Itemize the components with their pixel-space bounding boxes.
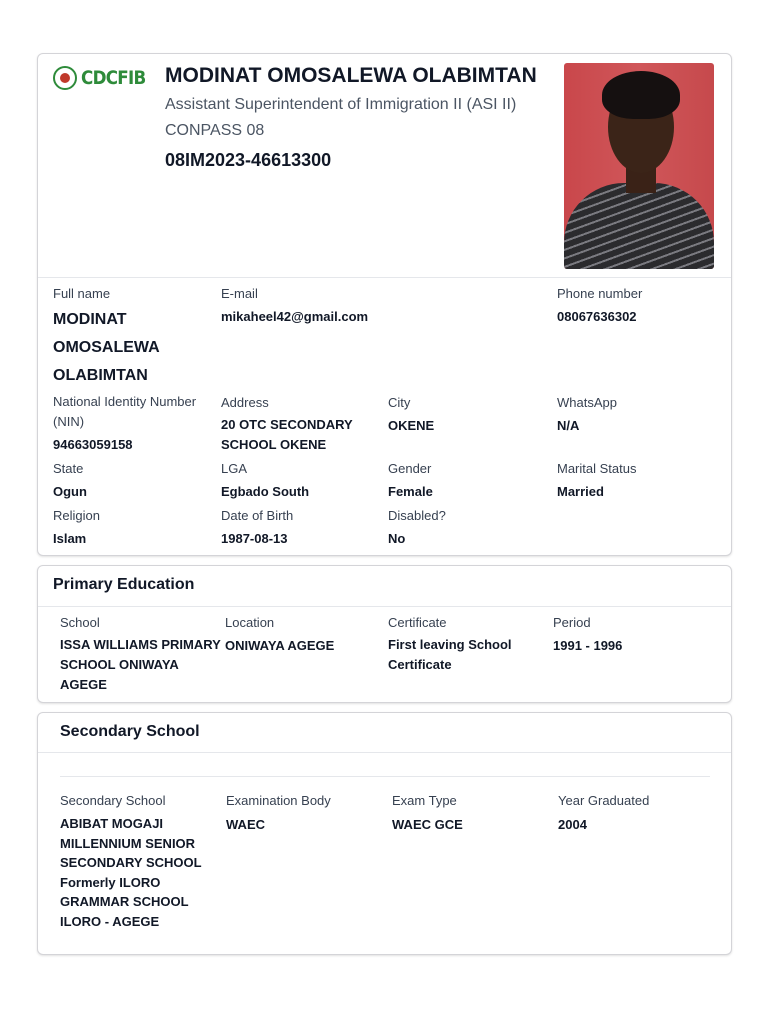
state-label: State [53, 461, 84, 476]
email-label: E-mail [221, 286, 258, 301]
rank-title: Assistant Superintendent of Immigration II (ASI II) [165, 96, 517, 113]
marital-status-value: Married [557, 484, 604, 499]
dob-value: 1987-08-13 [221, 531, 288, 546]
cdcfib-logo [53, 66, 154, 90]
year-graduated-value: 2004 [558, 817, 587, 832]
dob-label: Date of Birth [221, 508, 294, 523]
religion-value: Islam [53, 531, 87, 546]
disabled-value: No [388, 531, 406, 546]
lga-label: LGA [221, 461, 248, 476]
school-label: School [60, 615, 100, 630]
state-value: Ogun [53, 484, 87, 499]
exam-type-value: WAEC GCE [392, 817, 463, 832]
application-id: 08IM2023-46613300 [165, 150, 332, 170]
city-label: City [388, 395, 411, 410]
certificate-value: First leaving School Certificate [388, 637, 512, 672]
profile-header [38, 54, 731, 278]
address-label: Address [221, 395, 269, 410]
conpass-level: CONPASS 08 [165, 122, 265, 139]
examination-body-value: WAEC [226, 817, 265, 832]
location-label: Location [225, 615, 275, 630]
exam-type-label: Exam Type [392, 793, 457, 808]
secondary-school-label: Secondary School [60, 793, 166, 808]
city-value: OKENE [388, 418, 435, 433]
examination-body-label: Examination Body [226, 793, 331, 808]
primary-education-card [37, 565, 732, 703]
lga-value: Egbado South [221, 484, 310, 499]
divider [60, 776, 710, 777]
secondary-school-value: ABIBAT MOGAJI MILLENNIUM SENIOR SECONDARY SCHOOL Formerly ILORO GRAMMAR SCHOOL ILORO - AGEGE [60, 816, 202, 929]
coat-of-arms-icon [53, 66, 77, 90]
year-graduated-label: Year Graduated [558, 793, 650, 808]
religion-label: Religion [53, 508, 100, 523]
disabled-label: Disabled? [388, 508, 446, 523]
candidate-name-title: MODINAT OMOSALEWA OLABIMTAN [165, 64, 537, 87]
secondary-school-card [37, 712, 732, 955]
gender-label: Gender [388, 461, 432, 476]
secondary-school-title: Secondary School [60, 723, 200, 740]
phone-value: 08067636302 [557, 309, 637, 324]
whatsapp-value: N/A [557, 418, 580, 433]
nin-value: 94663059158 [53, 437, 133, 452]
passport-photo [564, 63, 714, 269]
full-name-label: Full name [53, 286, 111, 301]
whatsapp-label: WhatsApp [557, 395, 617, 410]
gender-value: Female [388, 484, 433, 499]
primary-education-title: Primary Education [53, 576, 195, 593]
address-value: 20 OTC SECONDARY SCHOOL OKENE [221, 417, 353, 452]
period-label: Period [553, 615, 591, 630]
profile-card [37, 53, 732, 556]
marital-status-label: Marital Status [557, 461, 637, 476]
period-value: 1991 - 1996 [553, 638, 623, 653]
certificate-label: Certificate [388, 615, 447, 630]
logo-text: CDCFIB [81, 67, 146, 89]
school-value: ISSA WILLIAMS PRIMARY SCHOOL ONIWAYA AGEGE [60, 637, 221, 692]
divider [38, 606, 731, 607]
phone-label: Phone number [557, 286, 643, 301]
location-value: ONIWAYA AGEGE [225, 638, 335, 653]
nin-label: National Identity Number (NIN) [53, 394, 197, 429]
email-value: mikaheel42@gmail.com [221, 309, 369, 324]
full-name-value: MODINAT OMOSALEWA OLABIMTAN [53, 311, 160, 384]
divider [38, 752, 731, 753]
